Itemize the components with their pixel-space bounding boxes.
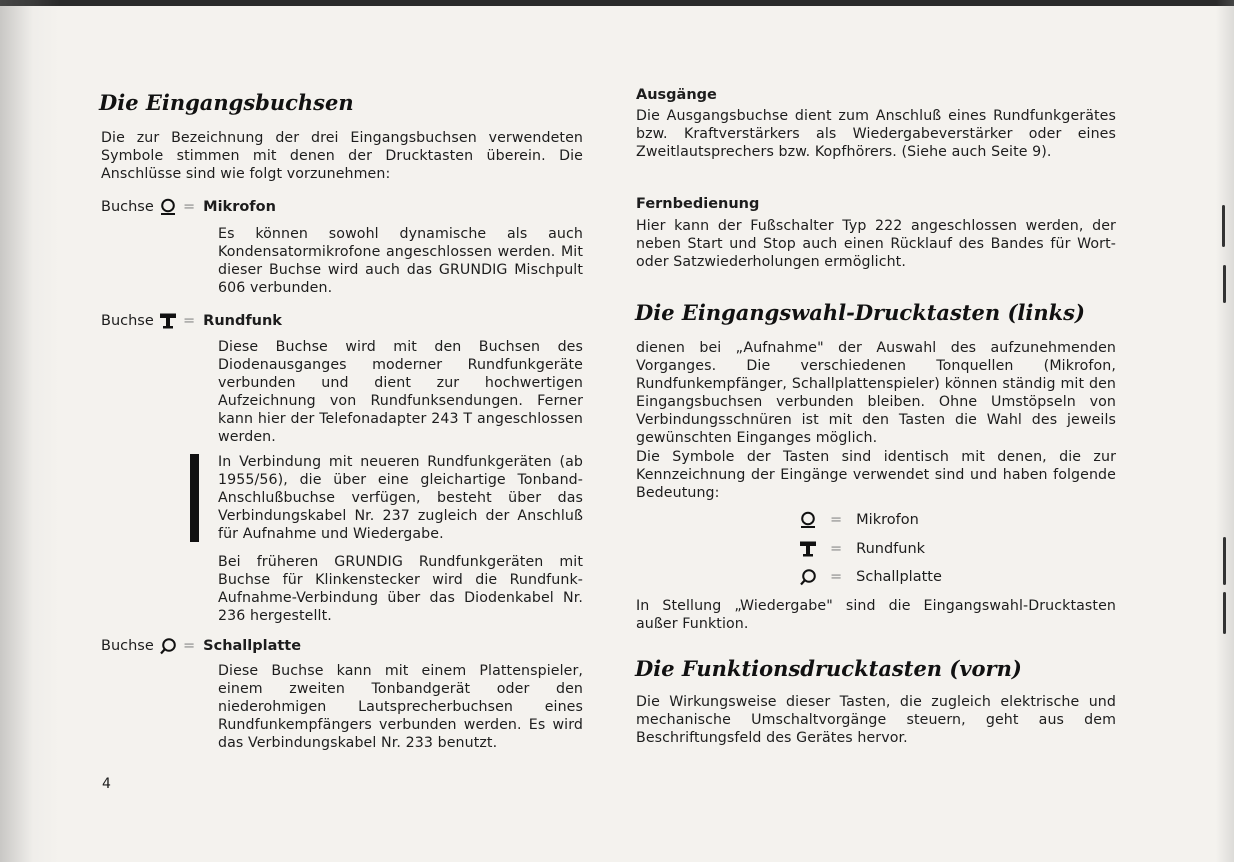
- socket-label: Buchse: [101, 199, 154, 215]
- symbol-row-mikrofon: [796, 509, 919, 531]
- socket-row-mikrofon: [101, 197, 276, 217]
- radio-icon: [157, 312, 179, 330]
- symbol-name: Rundfunk: [856, 541, 926, 557]
- scan-edge-mark: [1223, 592, 1226, 634]
- socket-row-schallplatte: [101, 636, 301, 656]
- socket-description: Diese Buchse wird mit den Buchsen des Diodenausganges moderner Rundfunkgeräte verbunden und dient zur hochwertigen Aufzeichnung von Rundfunksendungen. Ferner kann hier der Telefonadapter 243 T angeschlossen werden.: [218, 339, 583, 445]
- heading-eingangsbuchsen: Die Eingangsbuchsen: [99, 90, 354, 115]
- symbols-paragraph: Die Symbole der Tasten sind identisch mit denen, die zur Kennzeichnung der Eingänge verwendet sind und haben folgende Bedeutung:: [636, 449, 1116, 501]
- socket-label: Buchse: [101, 313, 154, 329]
- scan-edge-mark: [1222, 205, 1225, 247]
- socket-description: Bei früheren GRUNDIG Rundfunkgeräten mit Buchse für Klinkenstecker wird die Rundfunk-Aufnahme-Verbindung über das Diodenkabel Nr. 236 hergestellt.: [218, 554, 583, 624]
- symbol-row-rundfunk: [796, 538, 925, 560]
- symbol-name: Mikrofon: [856, 512, 919, 528]
- remote-title: Fernbedienung: [636, 196, 760, 212]
- playback-paragraph: In Stellung „Wiedergabe" sind die Eingangswahl-Drucktasten außer Funktion.: [636, 598, 1116, 632]
- socket-name: Schallplatte: [203, 638, 302, 654]
- equals-sign: =: [830, 541, 843, 557]
- equals-sign: =: [830, 569, 843, 585]
- symbol-name: Schallplatte: [856, 569, 942, 585]
- scan-top-border: [0, 0, 1234, 6]
- scan-right-shadow: [1216, 0, 1234, 862]
- socket-label: Buchse: [101, 638, 154, 654]
- heading-eingangswahl-drucktasten: Die Eingangswahl-Drucktasten (links): [635, 300, 1085, 325]
- outputs-paragraph: Die Ausgangsbuchse dient zum Anschluß eines Rundfunkgerätes bzw. Kraftverstärkers als Wiedergabeverstärker oder eines Zweitlautsprechers bzw. Kopfhörers. (Siehe auch Seite 9).: [636, 108, 1116, 160]
- socket-description: Diese Buchse kann mit einem Plattenspieler, einem zweiten Tonbandgerät oder den niederohmigen Lautsprecherbuchsen eines Rundfunkempfängers verbunden werden. Es wird das Verbindungskabel Nr. 233 benutzt.: [218, 663, 583, 751]
- equals-sign: =: [830, 512, 843, 528]
- radio-icon: [796, 540, 820, 558]
- input-selection-paragraph: dienen bei „Aufnahme" der Auswahl des aufzunehmenden Vorganges. Die verschiedenen Tonquellen (Mikrofon, Rundfunkempfänger, Schallplattenspieler) können ständig mit den Eingangsbuchsen verbunden bleiben. Ohne Umstöpseln von Verbindungsschnüren ist mit den Tasten die Wahl des jeweils gewünschten Einganges möglich.: [636, 340, 1116, 446]
- scan-left-shadow: [0, 0, 60, 862]
- record-player-icon: [157, 637, 179, 655]
- symbol-row-schallplatte: [796, 566, 942, 588]
- socket-row-rundfunk: [101, 311, 282, 331]
- microphone-icon: [157, 198, 179, 216]
- intro-paragraph: Die zur Bezeichnung der drei Eingangsbuchsen verwendeten Symbole stimmen mit denen der Drucktasten überein. Die Anschlüsse sind wie folgt vorzunehmen:: [101, 130, 583, 182]
- socket-description: Es können sowohl dynamische als auch Kondensatormikrofone angeschlossen werden. Mit dieser Buchse wird auch das GRUNDIG Mischpult 606 verbunden.: [218, 226, 583, 296]
- equals-sign: =: [183, 199, 196, 215]
- margin-change-bar: [190, 454, 199, 542]
- page-number: 4: [102, 776, 111, 792]
- socket-description: In Verbindung mit neueren Rundfunkgeräten (ab 1955/56), die über eine gleichartige Tonband-Anschlußbuchse verfügen, besteht über das Verbindungskabel Nr. 237 zugleich der Anschluß für Aufnahme und Wiedergabe.: [218, 454, 583, 542]
- socket-name: Rundfunk: [203, 313, 282, 329]
- heading-funktionsdrucktasten: Die Funktionsdrucktasten (vorn): [635, 656, 1022, 681]
- microphone-icon: [796, 511, 820, 529]
- equals-sign: =: [183, 638, 196, 654]
- outputs-title: Ausgänge: [636, 87, 717, 103]
- scan-edge-mark: [1223, 537, 1226, 585]
- remote-paragraph: Hier kann der Fußschalter Typ 222 angeschlossen werden, der neben Start und Stop auch einen Rücklauf des Bandes für Wort- oder Satzwiederholungen ermöglicht.: [636, 218, 1116, 270]
- function-keys-paragraph: Die Wirkungsweise dieser Tasten, die zugleich elektrische und mechanische Umschaltvorgänge steuern, geht aus dem Beschriftungsfeld des Gerätes hervor.: [636, 694, 1116, 746]
- scan-edge-mark: [1223, 265, 1226, 303]
- equals-sign: =: [183, 313, 196, 329]
- socket-name: Mikrofon: [203, 199, 276, 215]
- record-player-icon: [796, 568, 820, 586]
